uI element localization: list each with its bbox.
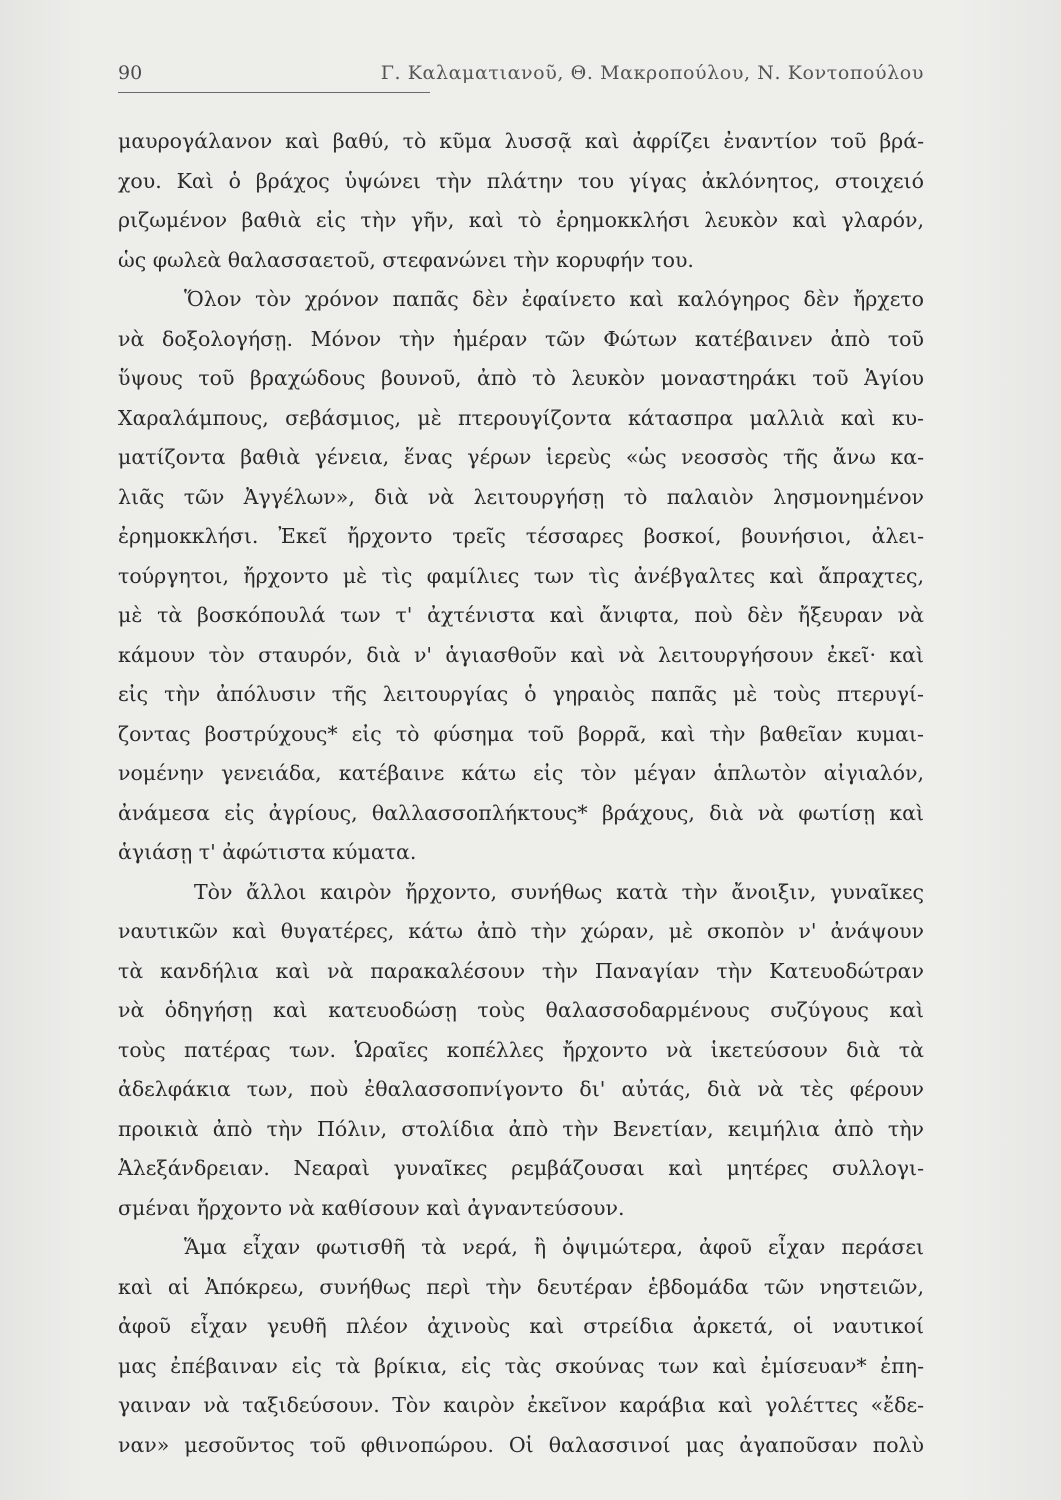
running-head: Γ. Καλαματιανοῦ, Θ. Μακροπούλου, Ν. Κοντοπούλου <box>380 62 924 84</box>
text-line: Τὸν ἄλλοι καιρὸν ἤρχοντο, συνήθως κατὰ τὴν ἄνοιξιν, γυναῖκες <box>194 879 924 904</box>
text-line: ἀνάμεσα εἰς ἀγρίους, θαλλασσοπλήκτους* βράχους, διὰ νὰ φωτίσῃ καὶ <box>118 800 924 825</box>
text-line: ριζωμένον βαθιὰ εἰς τὴν γῆν, καὶ τὸ ἐρημοκκλήσι λευκὸν καὶ γλαρόν, <box>118 208 924 232</box>
text-line: Ὅλον τὸν χρόνον παπᾶς δὲν ἐφαίνετο καὶ καλόγηρος δὲν ἤρχετο <box>184 287 924 311</box>
body-text <box>118 122 924 1465</box>
text-line: ἐρημοκκλήσι. Ἐκεῖ ἤρχοντο τρεῖς τέσσαρες βοσκοί, βουνήσιοι, ἀλει- <box>118 524 924 548</box>
page-header <box>118 62 924 92</box>
text-line: νὰ ὁδηγήσῃ καὶ κατευοδώσῃ τοὺς θαλασσοδαρμένους συζύγους καὶ <box>118 998 924 1022</box>
text-line: νὰ δοξολογήσῃ. Μόνον τὴν ἡμέραν τῶν Φώτων κατέβαινεν ἀπὸ τοῦ <box>118 326 924 351</box>
text-line: Χαραλάμπους, σεβάσμιος, μὲ πτερουγίζοντα κάτασπρα μαλλιὰ καὶ κυ- <box>118 405 924 430</box>
text-line: ἀδελφάκια των, ποὺ ἐθαλασσοπνίγοντο δι' αὐτάς, διὰ νὰ τὲς φέρουν <box>118 1077 924 1101</box>
text-line: ἁγιάσῃ τ' ἀφώτιστα κύματα. <box>118 840 417 864</box>
text-line: Ἅμα εἶχαν φωτισθῆ τὰ νερά, ἢ ὀψιμώτερα, ἀφοῦ εἶχαν περάσει <box>184 1235 924 1259</box>
text-line: προικιὰ ἀπὸ τὴν Πόλιν, στολίδια ἀπὸ τὴν Βενετίαν, κειμήλια ἀπὸ τὴν <box>118 1116 924 1141</box>
text-line: γαιναν νὰ ταξιδεύσουν. Τὸν καιρὸν ἐκεῖνον καράβια καὶ γολέττες «ἔδε- <box>118 1393 924 1417</box>
text-line: ὡς φωλεὰ θαλασσαετοῦ, στεφανώνει τὴν κορυφήν του. <box>118 247 694 272</box>
text-line: ναν» μεσοῦντος τοῦ φθινοπώρου. Οἱ θαλασσινοί μας ἀγαποῦσαν πολὺ <box>118 1432 924 1457</box>
text-line: σμέναι ἤρχοντο νὰ καθίσουν καὶ ἀγναντεύσουν. <box>118 1195 625 1220</box>
text-line: τούργητοι, ἤρχοντο μὲ τὶς φαμίλιες των τὶς ἀνέβγαλτες καὶ ἄπραχτες, <box>118 563 924 588</box>
text-line: μας ἐπέβαιναν εἰς τὰ βρίκια, εἰς τὰς σκούνας των καὶ ἐμίσευαν* ἐπη- <box>118 1353 924 1378</box>
text-line: ναυτικῶν καὶ θυγατέρες, κάτω ἀπὸ τὴν χώραν, μὲ σκοπὸν ν' ἀνάψουν <box>118 919 924 943</box>
text-line: νομένην γενειάδα, κατέβαινε κάτω εἰς τὸν μέγαν ἁπλωτὸν αἰγιαλόν, <box>118 761 924 785</box>
text-line: κάμουν τὸν σταυρόν, διὰ ν' ἁγιασθοῦν καὶ νὰ λειτουργήσουν ἐκεῖ· καὶ <box>118 642 924 667</box>
text-line: ὕψους τοῦ βραχώδους βουνοῦ, ἀπὸ τὸ λευκὸν μοναστηράκι τοῦ Ἁγίου <box>118 366 924 390</box>
text-line: ζοντας βοστρύχους* εἰς τὸ φύσημα τοῦ βορρᾶ, καὶ τὴν βαθεῖαν κυμαι- <box>118 721 924 746</box>
text-line: ἀφοῦ εἶχαν γευθῆ πλέον ἀχινοὺς καὶ στρείδια ἀρκετά, οἱ ναυτικοί <box>118 1314 924 1338</box>
text-line: τὰ κανδήλια καὶ νὰ παρακαλέσουν τὴν Παναγίαν τὴν Κατευοδώτραν <box>118 958 924 983</box>
text-line: χου. Καὶ ὁ βράχος ὑψώνει τὴν πλάτην του γίγας ἀκλόνητος, στοιχειό <box>118 168 924 193</box>
page-number: 90 <box>118 62 143 84</box>
text-line: ματίζοντα βαθιὰ γένεια, ἕνας γέρων ἱερεὺς «ὡς νεοσσὸς τῆς ἄνω κα- <box>118 445 924 469</box>
text-line: μὲ τὰ βοσκόπουλά των τ' ἀχτένιστα καὶ ἄνιφτα, ποὺ δὲν ἤξευραν νὰ <box>118 603 924 627</box>
text-line: Ἀλεξάνδρειαν. Νεαραὶ γυναῖκες ρεμβάζουσαι καὶ μητέρες συλλογι- <box>118 1156 924 1180</box>
header-rule <box>118 92 430 93</box>
text-line: καὶ αἱ Ἀπόκρεω, συνήθως περὶ τὴν δευτέραν ἑβδομάδα τῶν νηστειῶν, <box>118 1274 924 1299</box>
text-line: μαυρογάλανον καὶ βαθύ, τὸ κῦμα λυσσᾷ καὶ ἀφρίζει ἐναντίον τοῦ βρά- <box>118 129 924 153</box>
text-line: εἰς τὴν ἀπόλυσιν τῆς λειτουργίας ὁ γηραιὸς παπᾶς μὲ τοὺς πτερυγί- <box>118 682 924 706</box>
text-line: τοὺς πατέρας των. Ὡραῖες κοπέλλες ἤρχοντο νὰ ἱκετεύσουν διὰ τὰ <box>118 1037 924 1062</box>
text-line: λιᾶς τῶν Ἀγγέλων», διὰ νὰ λειτουργήσῃ τὸ παλαιὸν λησμονημένον <box>118 484 924 509</box>
